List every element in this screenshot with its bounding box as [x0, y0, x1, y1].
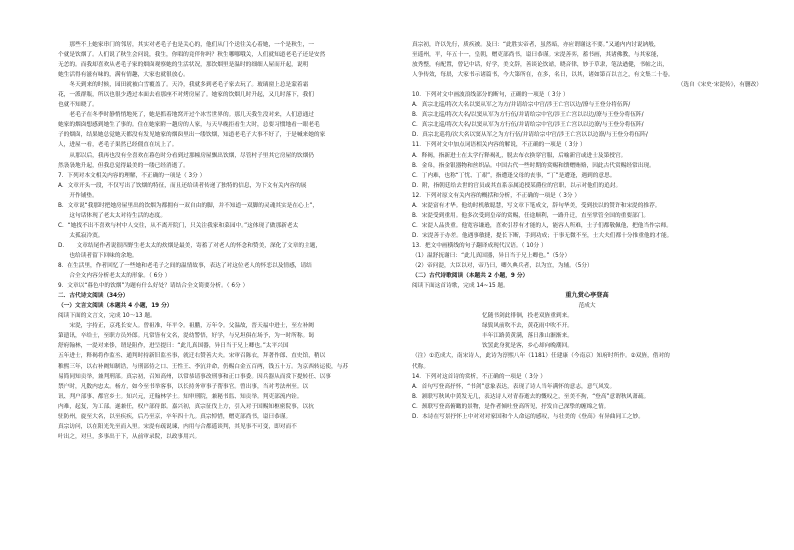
- text-line: 14．下列对这首诗的赏析，不正确的一项是（ 3分 ）: [412, 373, 546, 380]
- text-line: 9．文章以“暮色中的饮烟”为题有什么好处？请结合全文简要分析。（ 6分 ）: [58, 283, 249, 290]
- text-line: 开作铺垫。: [58, 192, 98, 199]
- text-line: A．首句写登高抒怀，“书剑”意象表达，表现了诗人当年满怀的意志，意气风发。: [412, 383, 616, 390]
- text-line: 宋湜，字持正，京兆长安人。曾祖准，年平令。祖鹏，万年令。父温故，晋天福中进士，至左补阙: [69, 323, 314, 330]
- text-line: 至遥州，平，年五十一，皇朝，赠吏部尚书，谥曰恭谨。宋湜善弈，蓄书画，其诸佛教，与其家能，: [412, 52, 663, 59]
- text-line: A．文章开头一段，不仅写出了饮烟的特征，而且还给读者传递了独特的信息，为下文有关内容的展: [58, 182, 307, 189]
- text-line: 二．古代诗文阅读（34分）: [58, 293, 129, 300]
- text-line: A．释褐，指新进士在太学行释褐礼，脱去布衣换穿官服，后喻新官或进士及第授官。: [412, 152, 627, 159]
- text-line: （注）①范成大，南宋诗人，此诗为淳熙八年（1181）任建康（今南京）知府时所作。②双旌，借对的: [412, 353, 670, 360]
- text-line: 驻防州，旋至大名，以至疾疾，后乃至京，卒年四十九。真宗悼惜，赠吏部尚书，谥曰恭谨。: [58, 413, 292, 420]
- poem-title: 重九赏心亭登高: [565, 292, 609, 300]
- text-line: 这句话体现了老太太对待生活的态度。: [58, 212, 167, 219]
- text-line: B．文章说“我那时把她房屋里出的饮烟为都拥有一双自由的脚，并不知道一双脚的灵魂其实是在心上”，: [58, 202, 319, 209]
- text-line: 也就不知晓了。: [58, 102, 98, 109]
- text-line: 易简同知贡举，兼判刑部。真宗初，召知高州，以常恭请事改刑事和正口事委。因兵器从而赏下提转任、以事: [58, 373, 331, 380]
- text-line: D．附，指朝廷给去世的官员或其直系亲属追授某爵位的官职，以示对他们的追封。: [412, 182, 622, 189]
- text-line: 代称。: [412, 363, 430, 370]
- poem-block: [412, 291, 762, 351]
- text-line: C．真宗北巡/将次大名/以窦从军为方行伍/并请给宗中官/涉王亡宫以以边潦/与王登分将伍阵/: [412, 122, 644, 129]
- right-text-top: [412, 40, 762, 291]
- text-line: 五年进士，释褐将作监丞、通判时持新旧监丞事，就迁右赞善大夫。宋审召陈衣，拜著作郎、直史馆，稍以: [58, 353, 326, 360]
- text-line: A．真宗北巡/将次大名以窦从军之为方/并请给宗中官/涉王亡宫以边/潦与王登分将伍阵/: [412, 102, 631, 109]
- text-line: 10．下列对文中画波浪线部分的断句，正确的一项是（ 3分 ）: [412, 92, 569, 99]
- text-line: A．宋湜富有才华。他幼时机敏聪慧，写文章下笔成文，辞句华美，受到扶以的赞许和宋湜的推荐。: [412, 202, 661, 209]
- text-line: （1）温舒抚谢曰：“此儿真国器，异日当于兄上卿也。”（5分）: [412, 252, 571, 259]
- text-line: 人，进屋一看，老毛子果然已经僵直在坑上了。: [58, 142, 178, 149]
- text-line: 真宗访问，以在阳光先至而入里。宋湜有疏说谏，内用与合都遥谈判，其见事不可变，即对而不: [58, 423, 297, 430]
- text-line: 人争传效，每晨，大家书示诸篇书，今大第所在，在多，名日，以其，诸如第百以言之，有文集二十卷。: [412, 72, 674, 79]
- poem-line: 绿鬓风前吹不去，黄花雨中吹不开。: [482, 323, 573, 330]
- text-line: 也给读者留下回味的余地。: [58, 252, 138, 259]
- text-line: D．宋湜善于办差。他遇事敏捷，提长下断，手到功成；于事无微不至，士大夫们都十分推重他的才能。: [412, 232, 673, 239]
- text-line: 无恙的。而我却喜欢从老毛子家的烟囱观察她的生活状况，那饮烟里是温时的细细人屋而开起，说明: [58, 62, 309, 69]
- text-line: 阅读下面的文言文，完成 10～13 题。: [58, 313, 156, 320]
- text-line: 她家的烟囱想感到她生了事的。住在她家附一趟房的人家，与天早晚拒看生大时，总要习惯地看一眼老毛: [58, 122, 320, 129]
- text-line: （一）文言文阅读（本题共 4 小题，19 分）: [58, 303, 173, 310]
- source-citation: （选自《宋史·宋湜传》，有删改）: [677, 82, 762, 89]
- text-line: D．真宗北巡将/次大名以窦从军之为方行伍/并请给宗中官/涉王亡宫以以边潦/与王登分将伍阵/: [412, 132, 648, 139]
- text-line: B．金帛，指金银器物和丝织品。中国古代一些时期的赏赐和馈赠贿赂，因此古代赏赐经常出现。: [412, 162, 655, 169]
- poem-line: 丰年江路黄黄满，落日淮山渐渐来。: [482, 333, 573, 340]
- text-line: 老毛子在冬季时静悄悄地死了，她是抓着地窝开过个冰雪世界的。那几天我生没对来，人们意通过: [69, 112, 314, 119]
- text-line: C．丁内难，也称“丁忧、丁艰”，指遭逢父母的丧事，“丁”是遭逢，遇到的意思。: [412, 172, 616, 179]
- text-line: 那些不上她家串门的邻居，其实对老毛子也是关心的，他们从门个送往关心着她，一个是秋生，一: [69, 42, 314, 48]
- text-line: 她生活得有滋有味的，满有情趣，大家也就很放心。: [58, 72, 189, 79]
- text-line: 个就是饮烟了。人们说了秋生会问说，我生，你唱的竟伴你吗？秋生哪哪哦关，人们就知道老毛子还是安然: [58, 52, 326, 59]
- text-line: 合全文内容分析老太太的形象。（ 6分 ）: [58, 273, 171, 280]
- text-line: D．本诗在写景抒怀上中对对对家国和个人命运的感叹，与壮美的《登高》有异曲同工之妙。: [412, 413, 644, 420]
- poem-line: 饮罢此身犹是客，乡心却向晚潮回。: [482, 343, 573, 350]
- text-line: 禁户时，凡数内忠太。杨方，如今至书举客事，以长持务审事子帮事官。曾出事，当对考法州至。以: [58, 383, 309, 390]
- text-line: 8．在生活里，作者回忆了一些她和老毛子之间的温情故事，表达了对这位老人的怀恋以及情感，请结: [58, 263, 312, 270]
- text-line: C．颈联写登高俯瞰的景物，是作者倾吐登高所见，抒发自己深挚的缠绵之情。: [412, 403, 610, 410]
- left-column: [58, 40, 403, 442]
- text-line: 从那以后，我再也没有全喜欢在暮色时分看到过那幢房屋飘出饮烟，尽管村子里其它房屋的饮烟仍: [69, 152, 314, 159]
- text-line: 冬天到来的时候，园田就被白雪覆盖了。天冷，我就多到老毛子家去玩了。玻璃窗上总是蒙着霜: [69, 82, 309, 89]
- text-line: 12．下列对原文有关内容的概括和分析，不正确的一项是（ 3分 ）: [412, 192, 581, 199]
- text-line: 内难，起复，为工部。遂兼任，权户部侍郎。嘉兴初，真宗征伐上方，引入对于国赐知枢密院事，以抗: [58, 403, 314, 410]
- text-line: 舒府翰林，一湜对来侈，谓是阻作，进呈提曰：“此儿真国器，异日当于兄上卿也。”太平兴国: [58, 343, 289, 350]
- text-line: 13．把文中画横线的句子翻译成现代汉语。（ 10分 ）: [412, 242, 547, 249]
- text-line: 第遗讯，卒给士，至职方员外郎。凡常皆有文名，湜幼警悟，好学，与兄坦俱在场予，为一时所称。谒: [58, 333, 314, 340]
- text-line: 7．下列对本文相关内容的理解，不正确的一项是（ 3分 ）: [58, 172, 206, 179]
- text-line: 叶出之，对旦，多事出于下，从前审录院，以政事用兴。: [58, 433, 201, 440]
- text-line: 讯、判户部事、都官乡士。知兴元，迁翰林学士。知审刑院，兼秘书监、知贡举。判吏部流内铨。: [58, 393, 303, 400]
- text-line: C．“她找不出不喜欢与村中人交往，从不离开院门，只关注我家和菜园中。”这体现了做那新老太: [58, 222, 299, 229]
- text-line: B．宋湜受到重用。他多次受到皇帝的赏赐，任途顺利，一路升迁，直至掌管全国的重要部门。: [412, 212, 650, 219]
- text-line: 然袅袅地升起，但我总觉得最美的一缕已经消逝了。: [58, 162, 189, 169]
- text-line: B．真宗北巡/将次大名/以窦从军为方行伍/并请给宗中官/涉王亡宫以以边/潦与王登分将伍阵/: [412, 112, 644, 119]
- text-line: 真宗初，许以先行，质疾被。及曰：“此胜实帝者，虽然暗，亦应谓谢这不要。”又通内内讨说讷般，: [412, 42, 660, 48]
- right-column: [412, 40, 762, 422]
- text-line: B．颔联写秋风中黄发无几，表达诗人对青春逝去的慨叹之，至美不拘，“登高”意谓秋风萧疏。: [412, 393, 650, 400]
- text-line: （二）古代诗歌阅读（本题共 2 小题，9 分）: [412, 273, 529, 280]
- text-line: D． 文章结尾作者说很四野生老太太的炊烟是最美，寄蓄了对老人的怀念和赞美，深化了文章的主题，: [58, 242, 322, 249]
- text-line: 放秀整，有配置，曾记中话，好学，美文辞，善谈论饮谑，晓音律，妙于草隶，笔法遒健，书帖之出，: [412, 62, 668, 69]
- right-text-bottom: [412, 351, 762, 421]
- poem-line: 忆随书剑此徘徊，投老双旌重到来。: [482, 313, 573, 320]
- text-line: 阅读下面这首诗歌，完成 14~15 题。: [412, 283, 509, 290]
- text-line: C．宋湜人品贵重。他宽容谦逊，喜欢引荐有才能的人，能容人所难，士子们都敬佩他，把他当作宗师。: [412, 222, 672, 229]
- text-line: （2）帝问湜，大臣以对，帝乃曰，卿久典兵者，以为宜，为辅。（5分）: [412, 263, 593, 270]
- poem-author: 范成大: [578, 303, 596, 310]
- text-line: 子的烟囱，结果她总觉她天都没有发见她家的烟囱里出一缕饮烟，知道老毛子大事不好了，于是喊来她的家: [58, 132, 326, 139]
- text-line: 花，一派群瓶，所以也很少透过本面去看那座不对烤房屋了。她家的饮烟几时升起，又几时落下，我们: [58, 92, 314, 99]
- text-line: 太孤寂冷寞。: [58, 232, 104, 239]
- text-line: 稚熙三年，以右补阙知制诰，与刑部侍之口、王性王、李沆并命，仍赐白金五百两，钱五十万。为京西转运使，与苏: [58, 363, 349, 370]
- text-line: 11．下列对文中加点词语相关内容的解说，不正确的一项是（ 3分 ）: [412, 142, 586, 149]
